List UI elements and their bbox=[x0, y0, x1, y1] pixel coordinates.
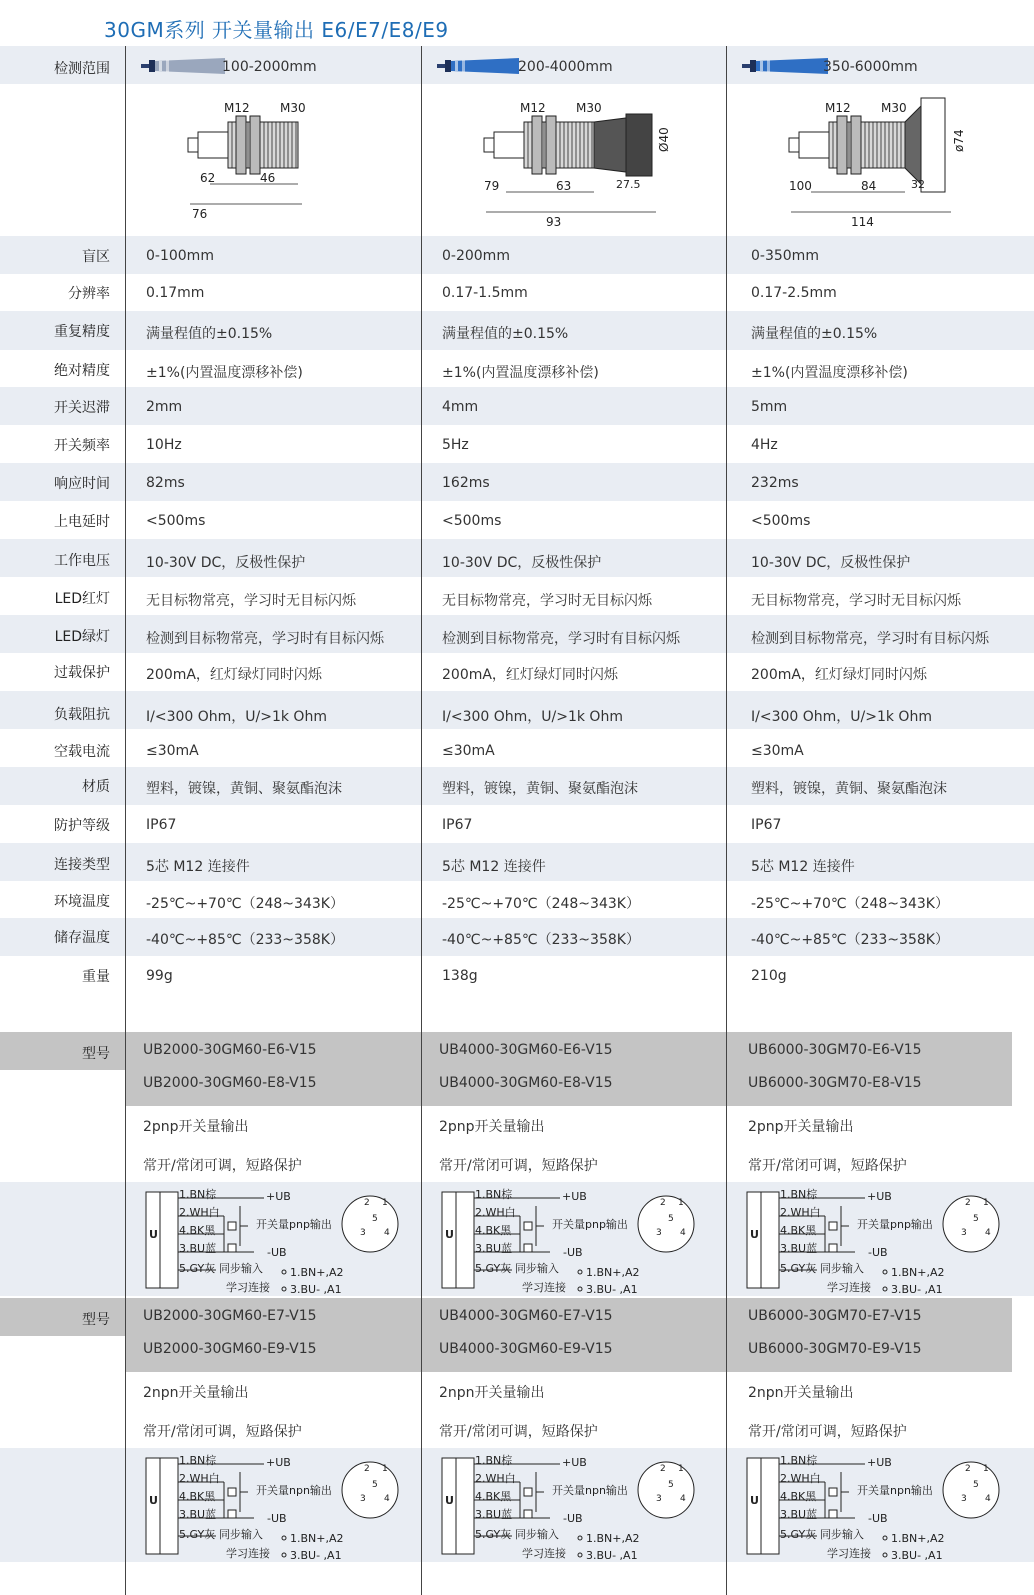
spec-label: 开关频率 bbox=[54, 438, 110, 454]
spec-value: ≤30mA bbox=[146, 743, 199, 759]
output-type: 2pnp开关量输出 bbox=[439, 1119, 545, 1135]
pin-label: 3 bbox=[656, 1494, 662, 1504]
column-divider bbox=[421, 46, 422, 1595]
output-feature: 常开/常闭可调，短路保护 bbox=[143, 1424, 302, 1440]
wiring-label: 3.BU蓝 bbox=[475, 1508, 513, 1521]
wiring-label: 1.BN棕 bbox=[475, 1188, 513, 1201]
spec-row bbox=[0, 881, 1034, 918]
wiring-diagram bbox=[144, 1186, 414, 1294]
pin-label: 3 bbox=[360, 1494, 366, 1504]
spec-row bbox=[0, 729, 1034, 767]
page-title: 30GM系列 开关量输出 E6/E7/E8/E9 bbox=[104, 18, 449, 42]
spec-value: 232ms bbox=[751, 475, 799, 491]
wiring-label: 2.WH白 bbox=[780, 1206, 821, 1219]
spec-value: 5Hz bbox=[442, 437, 469, 453]
wiring-label: 学习连接 bbox=[226, 1281, 270, 1294]
range-beam-icon bbox=[139, 56, 229, 80]
spec-value: 4mm bbox=[442, 399, 479, 415]
spec-value: 塑料，镀镍，黄铜、聚氨酯泡沫 bbox=[146, 781, 342, 797]
wiring-label: 3.BU- ,A1 bbox=[586, 1283, 638, 1296]
output-type: 2npn开关量输出 bbox=[748, 1385, 854, 1401]
model-number: UB6000-30GM70-E7-V15 bbox=[748, 1308, 922, 1324]
spec-value: <500ms bbox=[146, 513, 206, 529]
model-number: UB6000-30GM70-E9-V15 bbox=[748, 1341, 922, 1357]
wiring-label: 2.WH白 bbox=[475, 1206, 516, 1219]
wiring-label: -UB bbox=[267, 1512, 287, 1525]
wiring-label: 1.BN+,A2 bbox=[891, 1532, 945, 1545]
spec-label: LED红灯 bbox=[54, 591, 110, 607]
model-row bbox=[126, 1032, 1012, 1106]
output-feature: 常开/常闭可调，短路保护 bbox=[748, 1158, 907, 1174]
spec-value: 塑料，镀镍，黄铜、聚氨酯泡沫 bbox=[442, 781, 638, 797]
model-number: UB2000-30GM60-E9-V15 bbox=[143, 1341, 317, 1357]
spec-label: 储存温度 bbox=[54, 930, 110, 946]
column-divider bbox=[726, 46, 727, 1595]
pin-label: 4 bbox=[680, 1228, 686, 1238]
spec-row bbox=[0, 463, 1034, 501]
wiring-label: 5.GY灰 bbox=[780, 1528, 817, 1541]
spec-value: 4Hz bbox=[751, 437, 778, 453]
wiring-label: -UB bbox=[563, 1246, 583, 1259]
wiring-label: 同步输入 bbox=[820, 1528, 864, 1541]
svg-text:M30: M30 bbox=[881, 101, 907, 115]
pin-label: 1 bbox=[382, 1464, 388, 1474]
wiring-label: 5.GY灰 bbox=[179, 1528, 216, 1541]
wiring-row bbox=[0, 1182, 1034, 1296]
svg-text:76: 76 bbox=[192, 207, 208, 221]
model-label: 型号 bbox=[82, 1046, 110, 1062]
svg-text:63: 63 bbox=[556, 179, 572, 193]
spec-value: ±1%(内置温度漂移补偿) bbox=[751, 365, 908, 381]
wiring-label: 1.BN棕 bbox=[780, 1188, 818, 1201]
svg-text:62: 62 bbox=[200, 171, 216, 185]
spec-value: 5芯 M12 连接件 bbox=[146, 859, 250, 875]
wiring-label: 3.BU蓝 bbox=[179, 1508, 217, 1521]
spec-value: 5芯 M12 连接件 bbox=[442, 859, 546, 875]
pin-label: 5 bbox=[973, 1480, 979, 1490]
svg-text:ø74: ø74 bbox=[952, 129, 966, 152]
spec-value: 0.17mm bbox=[146, 285, 205, 301]
spec-label: 防护等级 bbox=[54, 818, 110, 834]
spec-label: 分辨率 bbox=[68, 286, 110, 302]
spec-value: I/<300 Ohm，U/>1k Ohm bbox=[146, 709, 327, 725]
pin-label: 4 bbox=[384, 1494, 390, 1504]
wiring-label: 1.BN棕 bbox=[475, 1454, 513, 1467]
wiring-label: 开关量npn输出 bbox=[857, 1484, 933, 1497]
spec-value: 0-100mm bbox=[146, 248, 214, 264]
spec-row bbox=[0, 577, 1034, 615]
spec-value: 200mA，红灯绿灯同时闪烁 bbox=[751, 667, 927, 683]
sensor-dimension-drawing bbox=[180, 92, 400, 236]
spec-label: 环境温度 bbox=[54, 894, 110, 910]
wiring-label: 1.BN+,A2 bbox=[586, 1532, 640, 1545]
svg-text:M30: M30 bbox=[280, 101, 306, 115]
spec-value: 210g bbox=[751, 968, 787, 984]
pin-label: 3 bbox=[961, 1494, 967, 1504]
pin-label: 2 bbox=[660, 1464, 666, 1474]
detect-range-value: 350-6000mm bbox=[823, 59, 918, 75]
spec-label: 材质 bbox=[82, 779, 110, 795]
pin-label: 3 bbox=[656, 1228, 662, 1238]
wiring-label: 3.BU- ,A1 bbox=[586, 1549, 638, 1562]
spec-value: 200mA，红灯绿灯同时闪烁 bbox=[442, 667, 618, 683]
wiring-label: 4.BK黑 bbox=[179, 1224, 216, 1237]
wiring-label: 3.BU蓝 bbox=[780, 1242, 818, 1255]
wiring-label: 同步输入 bbox=[820, 1262, 864, 1275]
pin-label: 2 bbox=[364, 1464, 370, 1474]
output-feature: 常开/常闭可调，短路保护 bbox=[143, 1158, 302, 1174]
wiring-diagram bbox=[745, 1186, 1015, 1294]
detect-range-row bbox=[0, 46, 1034, 84]
pin-label: 1 bbox=[678, 1464, 684, 1474]
wiring-label: -UB bbox=[868, 1246, 888, 1259]
spec-row bbox=[0, 918, 1034, 956]
spec-value: 检测到目标物常亮，学习时有目标闪烁 bbox=[751, 631, 989, 647]
range-beam-icon bbox=[435, 56, 525, 80]
output-type: 2pnp开关量输出 bbox=[143, 1119, 249, 1135]
spec-label: 过载保护 bbox=[54, 665, 110, 681]
model-number: UB2000-30GM60-E8-V15 bbox=[143, 1075, 317, 1091]
wiring-label: 开关量npn输出 bbox=[552, 1484, 628, 1497]
pin-label: 4 bbox=[985, 1228, 991, 1238]
spec-value: 满量程值的±0.15% bbox=[442, 326, 569, 342]
model-number: UB2000-30GM60-E6-V15 bbox=[143, 1042, 317, 1058]
wiring-label: 5.GY灰 bbox=[475, 1262, 512, 1275]
model-number: UB6000-30GM70-E6-V15 bbox=[748, 1042, 922, 1058]
wiring-label: 4.BK黑 bbox=[780, 1490, 817, 1503]
model-label-bg bbox=[0, 1298, 126, 1336]
wiring-diagram bbox=[440, 1452, 710, 1560]
svg-text:93: 93 bbox=[546, 215, 562, 229]
spec-label: 绝对精度 bbox=[54, 363, 110, 379]
spec-value: 0-350mm bbox=[751, 248, 819, 264]
pin-label: 1 bbox=[983, 1198, 989, 1208]
wiring-label: 同步输入 bbox=[219, 1528, 263, 1541]
model-row bbox=[126, 1298, 1012, 1372]
range-beam-icon bbox=[740, 56, 830, 80]
wiring-label: -UB bbox=[267, 1246, 287, 1259]
spec-value: 10Hz bbox=[146, 437, 182, 453]
pin-label: 5 bbox=[668, 1214, 674, 1224]
pin-label: 1 bbox=[678, 1198, 684, 1208]
wiring-label: 5.GY灰 bbox=[780, 1262, 817, 1275]
spec-label: 上电延时 bbox=[54, 514, 110, 530]
spec-row bbox=[0, 311, 1034, 350]
spec-row bbox=[0, 615, 1034, 653]
output-type: 2pnp开关量输出 bbox=[748, 1119, 854, 1135]
spec-value: 200mA，红灯绿灯同时闪烁 bbox=[146, 667, 322, 683]
wiring-label: 学习连接 bbox=[522, 1547, 566, 1560]
sensor-dimension-drawing bbox=[781, 92, 1001, 236]
wiring-label: 1.BN棕 bbox=[179, 1454, 217, 1467]
output-type: 2npn开关量输出 bbox=[143, 1385, 249, 1401]
output-feature: 常开/常闭可调，短路保护 bbox=[439, 1424, 598, 1440]
wiring-label: +UB bbox=[867, 1456, 892, 1469]
spec-value: 99g bbox=[146, 968, 173, 984]
wiring-label: 1.BN棕 bbox=[780, 1454, 818, 1467]
pin-label: 2 bbox=[660, 1198, 666, 1208]
sensor-u-label: U bbox=[445, 1494, 454, 1507]
spec-value: 满量程值的±0.15% bbox=[146, 326, 273, 342]
spec-value: ≤30mA bbox=[442, 743, 495, 759]
spec-label: 重量 bbox=[82, 969, 110, 985]
svg-text:27.5: 27.5 bbox=[616, 178, 641, 191]
wiring-label: +UB bbox=[266, 1190, 291, 1203]
spec-value: IP67 bbox=[751, 817, 782, 833]
svg-text:32: 32 bbox=[911, 178, 925, 191]
svg-text:114: 114 bbox=[851, 215, 874, 229]
detect-range-value: 200-4000mm bbox=[518, 59, 613, 75]
spec-value: 2mm bbox=[146, 399, 183, 415]
pin-label: 5 bbox=[372, 1214, 378, 1224]
svg-text:M12: M12 bbox=[825, 101, 851, 115]
wiring-label: 同步输入 bbox=[515, 1528, 559, 1541]
model-number: UB2000-30GM60-E7-V15 bbox=[143, 1308, 317, 1324]
svg-text:Ø40: Ø40 bbox=[657, 127, 671, 152]
output-type: 2npn开关量输出 bbox=[439, 1385, 545, 1401]
spec-row bbox=[0, 236, 1034, 274]
wiring-label: 3.BU蓝 bbox=[475, 1242, 513, 1255]
wiring-label: 1.BN棕 bbox=[179, 1188, 217, 1201]
wiring-label: -UB bbox=[868, 1512, 888, 1525]
sensor-u-label: U bbox=[149, 1228, 158, 1241]
model-label: 型号 bbox=[82, 1312, 110, 1328]
spec-row bbox=[0, 956, 1034, 1032]
wiring-diagram bbox=[745, 1452, 1015, 1560]
spec-row bbox=[0, 843, 1034, 881]
wiring-diagram bbox=[144, 1452, 414, 1560]
output-feature: 常开/常闭可调，短路保护 bbox=[439, 1158, 598, 1174]
wiring-label: 学习连接 bbox=[226, 1547, 270, 1560]
spec-value: 检测到目标物常亮，学习时有目标闪烁 bbox=[146, 631, 384, 647]
pin-label: 5 bbox=[973, 1214, 979, 1224]
column-divider bbox=[125, 46, 126, 1595]
spec-value: 无目标物常亮，学习时无目标闪烁 bbox=[751, 593, 961, 609]
sensor-u-label: U bbox=[149, 1494, 158, 1507]
output-desc-row bbox=[0, 1372, 1034, 1448]
dimension-row bbox=[0, 84, 1034, 236]
spec-value: <500ms bbox=[442, 513, 502, 529]
wiring-label: +UB bbox=[266, 1456, 291, 1469]
spec-value: 138g bbox=[442, 968, 478, 984]
pin-label: 2 bbox=[965, 1464, 971, 1474]
model-number: UB4000-30GM60-E6-V15 bbox=[439, 1042, 613, 1058]
spec-row bbox=[0, 387, 1034, 425]
spec-value: 10-30V DC，反极性保护 bbox=[751, 555, 911, 571]
pin-label: 1 bbox=[983, 1464, 989, 1474]
wiring-label: 同步输入 bbox=[219, 1262, 263, 1275]
spec-label: 连接类型 bbox=[54, 857, 110, 873]
svg-text:79: 79 bbox=[484, 179, 500, 193]
svg-text:84: 84 bbox=[861, 179, 877, 193]
svg-text:M12: M12 bbox=[520, 101, 546, 115]
sensor-u-label: U bbox=[445, 1228, 454, 1241]
wiring-label: 3.BU- ,A1 bbox=[891, 1549, 943, 1562]
spec-value: -40℃~+85℃（233~358K） bbox=[751, 932, 949, 948]
pin-label: 5 bbox=[372, 1480, 378, 1490]
wiring-label: 1.BN+,A2 bbox=[290, 1532, 344, 1545]
wiring-label: 4.BK黑 bbox=[179, 1490, 216, 1503]
spec-label: 空载电流 bbox=[54, 744, 110, 760]
sensor-dimension-drawing bbox=[476, 92, 696, 236]
pin-label: 4 bbox=[384, 1228, 390, 1238]
spec-value: 162ms bbox=[442, 475, 490, 491]
svg-text:46: 46 bbox=[260, 171, 276, 185]
spec-value: 塑料，镀镍，黄铜、聚氨酯泡沫 bbox=[751, 781, 947, 797]
spec-row bbox=[0, 805, 1034, 843]
spec-label: 开关迟滞 bbox=[54, 400, 110, 416]
spec-value: I/<300 Ohm，U/>1k Ohm bbox=[751, 709, 932, 725]
wiring-label: 开关量pnp输出 bbox=[256, 1218, 332, 1231]
spec-row bbox=[0, 425, 1034, 463]
output-feature: 常开/常闭可调，短路保护 bbox=[748, 1424, 907, 1440]
spec-row bbox=[0, 501, 1034, 539]
svg-text:M12: M12 bbox=[224, 101, 250, 115]
svg-text:M30: M30 bbox=[576, 101, 602, 115]
wiring-label: 同步输入 bbox=[515, 1262, 559, 1275]
wiring-label: 3.BU- ,A1 bbox=[290, 1283, 342, 1296]
spec-value: 82ms bbox=[146, 475, 185, 491]
spec-value: ≤30mA bbox=[751, 743, 804, 759]
spec-value: IP67 bbox=[442, 817, 473, 833]
spec-value: 检测到目标物常亮，学习时有目标闪烁 bbox=[442, 631, 680, 647]
wiring-label: +UB bbox=[562, 1456, 587, 1469]
pin-label: 2 bbox=[965, 1198, 971, 1208]
spec-value: 无目标物常亮，学习时无目标闪烁 bbox=[146, 593, 356, 609]
model-label-bg bbox=[0, 1032, 126, 1070]
spec-value: I/<300 Ohm，U/>1k Ohm bbox=[442, 709, 623, 725]
sensor-u-label: U bbox=[750, 1228, 759, 1241]
spec-value: 0.17-1.5mm bbox=[442, 285, 528, 301]
model-number: UB4000-30GM60-E7-V15 bbox=[439, 1308, 613, 1324]
wiring-label: 3.BU蓝 bbox=[179, 1242, 217, 1255]
spec-value: <500ms bbox=[751, 513, 811, 529]
svg-text:100: 100 bbox=[789, 179, 812, 193]
spec-value: ±1%(内置温度漂移补偿) bbox=[146, 365, 303, 381]
spec-value: 5芯 M12 连接件 bbox=[751, 859, 855, 875]
spec-value: -25℃~+70℃（248~343K） bbox=[146, 896, 344, 912]
spec-value: 0-200mm bbox=[442, 248, 510, 264]
model-number: UB6000-30GM70-E8-V15 bbox=[748, 1075, 922, 1091]
spec-value: 10-30V DC，反极性保护 bbox=[146, 555, 306, 571]
wiring-label: 1.BN+,A2 bbox=[586, 1266, 640, 1279]
pin-label: 5 bbox=[668, 1480, 674, 1490]
wiring-label: 学习连接 bbox=[827, 1547, 871, 1560]
output-desc-row bbox=[0, 1106, 1034, 1182]
pin-label: 3 bbox=[961, 1228, 967, 1238]
pin-label: 1 bbox=[382, 1198, 388, 1208]
spec-value: -25℃~+70℃（248~343K） bbox=[442, 896, 640, 912]
sensor-u-label: U bbox=[750, 1494, 759, 1507]
wiring-label: 开关量npn输出 bbox=[256, 1484, 332, 1497]
detect-range-label: 检测范围 bbox=[54, 61, 110, 77]
spec-value: 10-30V DC，反极性保护 bbox=[442, 555, 602, 571]
spec-value: 满量程值的±0.15% bbox=[751, 326, 878, 342]
wiring-label: 2.WH白 bbox=[780, 1472, 821, 1485]
wiring-label: 开关量pnp输出 bbox=[552, 1218, 628, 1231]
spec-value: -40℃~+85℃（233~358K） bbox=[146, 932, 344, 948]
detect-range-value: 100-2000mm bbox=[222, 59, 317, 75]
spec-label: 重复精度 bbox=[54, 324, 110, 340]
spec-value: -25℃~+70℃（248~343K） bbox=[751, 896, 949, 912]
wiring-label: -UB bbox=[563, 1512, 583, 1525]
spec-row bbox=[0, 539, 1034, 577]
wiring-label: +UB bbox=[867, 1190, 892, 1203]
model-number: UB4000-30GM60-E8-V15 bbox=[439, 1075, 613, 1091]
spec-label: 工作电压 bbox=[54, 553, 110, 569]
spec-row bbox=[0, 274, 1034, 311]
model-number: UB4000-30GM60-E9-V15 bbox=[439, 1341, 613, 1357]
wiring-label: 3.BU- ,A1 bbox=[891, 1283, 943, 1296]
wiring-label: 4.BK黑 bbox=[475, 1490, 512, 1503]
spec-row bbox=[0, 691, 1034, 729]
wiring-label: 2.WH白 bbox=[179, 1472, 220, 1485]
spec-row bbox=[0, 767, 1034, 805]
pin-label: 3 bbox=[360, 1228, 366, 1238]
spec-row bbox=[0, 653, 1034, 691]
wiring-row bbox=[0, 1448, 1034, 1562]
wiring-label: 4.BK黑 bbox=[475, 1224, 512, 1237]
spec-value: IP67 bbox=[146, 817, 177, 833]
spec-value: 5mm bbox=[751, 399, 788, 415]
wiring-label: +UB bbox=[562, 1190, 587, 1203]
pin-label: 4 bbox=[985, 1494, 991, 1504]
wiring-label: 3.BU- ,A1 bbox=[290, 1549, 342, 1562]
spec-value: 无目标物常亮，学习时无目标闪烁 bbox=[442, 593, 652, 609]
wiring-label: 学习连接 bbox=[827, 1281, 871, 1294]
spec-row bbox=[0, 350, 1034, 387]
wiring-label: 5.GY灰 bbox=[179, 1262, 216, 1275]
wiring-label: 4.BK黑 bbox=[780, 1224, 817, 1237]
wiring-diagram bbox=[440, 1186, 710, 1294]
wiring-label: 1.BN+,A2 bbox=[891, 1266, 945, 1279]
pin-label: 2 bbox=[364, 1198, 370, 1208]
pin-label: 4 bbox=[680, 1494, 686, 1504]
spec-value: -40℃~+85℃（233~358K） bbox=[442, 932, 640, 948]
spec-label: 盲区 bbox=[82, 249, 110, 265]
spec-label: LED绿灯 bbox=[54, 629, 110, 645]
wiring-label: 3.BU蓝 bbox=[780, 1508, 818, 1521]
spec-label: 负载阻抗 bbox=[54, 707, 110, 723]
wiring-label: 5.GY灰 bbox=[475, 1528, 512, 1541]
spec-label: 响应时间 bbox=[54, 476, 110, 492]
wiring-label: 2.WH白 bbox=[475, 1472, 516, 1485]
spec-value: ±1%(内置温度漂移补偿) bbox=[442, 365, 599, 381]
wiring-label: 2.WH白 bbox=[179, 1206, 220, 1219]
wiring-label: 学习连接 bbox=[522, 1281, 566, 1294]
wiring-label: 1.BN+,A2 bbox=[290, 1266, 344, 1279]
wiring-label: 开关量pnp输出 bbox=[857, 1218, 933, 1231]
spec-value: 0.17-2.5mm bbox=[751, 285, 837, 301]
